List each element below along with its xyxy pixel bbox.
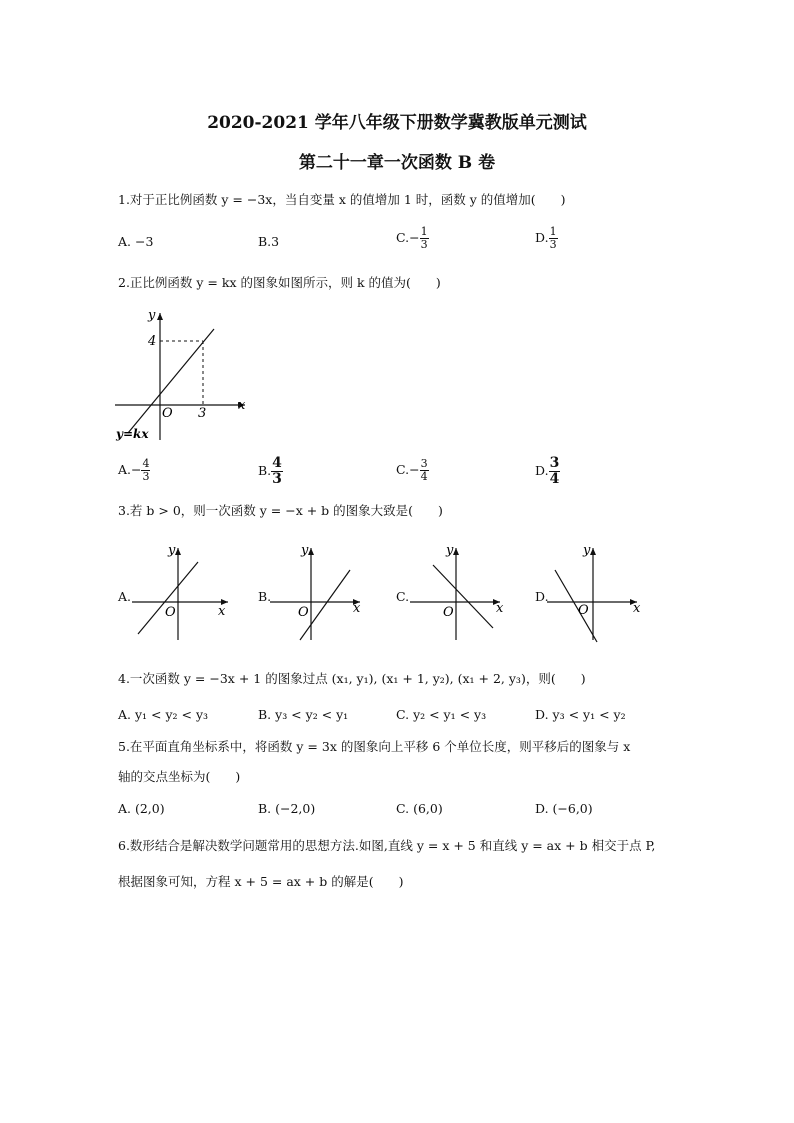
svg-text:O: O bbox=[298, 605, 309, 620]
q1-option-a: A. −3 bbox=[118, 234, 154, 249]
q2-x-label: x bbox=[238, 398, 246, 413]
q6-stem-line1: 6.数形结合是解决数学问题常用的思想方法.如图,直线 y = x + 5 和直线 y = ax + b 相交于点 P, bbox=[118, 838, 656, 853]
q6-stem-line2: 根据图象可知，方程 x + 5 = ax + b 的解是( ) bbox=[118, 874, 404, 889]
q3-label-d: D. bbox=[535, 589, 549, 604]
q4-option-c: C. y₂ < y₁ < y₃ bbox=[396, 707, 487, 722]
svg-text:y: y bbox=[301, 543, 309, 558]
q2-y-tick: 4 bbox=[148, 334, 157, 349]
svg-text:y: y bbox=[168, 543, 176, 558]
q2-x-tick: 3 bbox=[198, 406, 207, 421]
q1-stem: 1.对于正比例函数 y = −3x，当自变量 x 的值增加 1 时，函数 y 的值增加( ) bbox=[118, 192, 566, 207]
svg-text:x: x bbox=[353, 601, 361, 616]
q5-stem-line2: 轴的交点坐标为( ) bbox=[118, 769, 241, 784]
q3-label-c: C. bbox=[396, 589, 410, 604]
q2-option-d: D. $\frac{3}{4}$ bbox=[535, 455, 560, 487]
svg-text:x: x bbox=[218, 604, 226, 619]
q1-option-d: D. $\frac{1}{3}$ bbox=[535, 225, 557, 251]
svg-text:O: O bbox=[443, 605, 454, 620]
q3-stem: 3.若 b > 0，则一次函数 y = −x + b 的图象大致是( ) bbox=[118, 503, 443, 518]
q3-label-b: B. bbox=[258, 589, 272, 604]
svg-text:y: y bbox=[446, 543, 454, 558]
q1-option-c: C.− $\frac{1}{3}$ bbox=[396, 225, 428, 251]
svg-text:y: y bbox=[583, 543, 591, 558]
q3-graph-d bbox=[545, 540, 650, 645]
q4-option-a: A. y₁ < y₂ < y₃ bbox=[118, 707, 209, 722]
q5-stem-line1: 5.在平面直角坐标系中，将函数 y = 3x 的图象向上平移 6 个单位长度，则平移后的图象与 x bbox=[118, 739, 631, 754]
q5-option-c: C. (6,0) bbox=[396, 801, 443, 816]
svg-text:x: x bbox=[496, 601, 504, 616]
q4-option-b: B. y₃ < y₂ < y₁ bbox=[258, 707, 349, 722]
q5-option-b: B. (−2,0) bbox=[258, 801, 316, 816]
q2-y-label: y bbox=[148, 308, 156, 323]
q4-option-d: D. y₃ < y₁ < y₂ bbox=[535, 707, 626, 722]
q3-graph-c bbox=[408, 540, 513, 645]
q3-graph-a bbox=[130, 540, 235, 645]
q2-option-a: A.− $\frac{4}{3}$ bbox=[118, 457, 150, 483]
svg-text:O: O bbox=[578, 603, 589, 618]
q3-graph-b bbox=[268, 540, 373, 645]
q2-option-b: B. $\frac{4}{3}$ bbox=[258, 455, 282, 487]
q2-graph bbox=[110, 305, 260, 445]
doc-title: 2020-2021 学年八年级下册数学冀教版单元测试 bbox=[207, 113, 587, 133]
q3-label-a: A. bbox=[118, 589, 132, 604]
q5-option-a: A. (2,0) bbox=[118, 801, 165, 816]
q5-option-d: D. (−6,0) bbox=[535, 801, 593, 816]
q2-stem: 2.正比例函数 y = kx 的图象如图所示，则 k 的值为( ) bbox=[118, 275, 441, 290]
q2-origin: O bbox=[162, 406, 173, 421]
q2-option-c: C.− $\frac{3}{4}$ bbox=[396, 457, 428, 483]
q4-stem: 4.一次函数 y = −3x + 1 的图象过点 (x₁, y₁), (x₁ + 1, y₂), (x₁ + 2, y₃)，则( ) bbox=[118, 671, 586, 686]
svg-text:O: O bbox=[165, 605, 176, 620]
svg-text:x: x bbox=[633, 601, 641, 616]
q2-line-label: y=kx bbox=[116, 427, 149, 441]
doc-subtitle: 第二十一章一次函数 B 卷 bbox=[298, 153, 496, 173]
q1-option-b: B.3 bbox=[258, 234, 280, 249]
